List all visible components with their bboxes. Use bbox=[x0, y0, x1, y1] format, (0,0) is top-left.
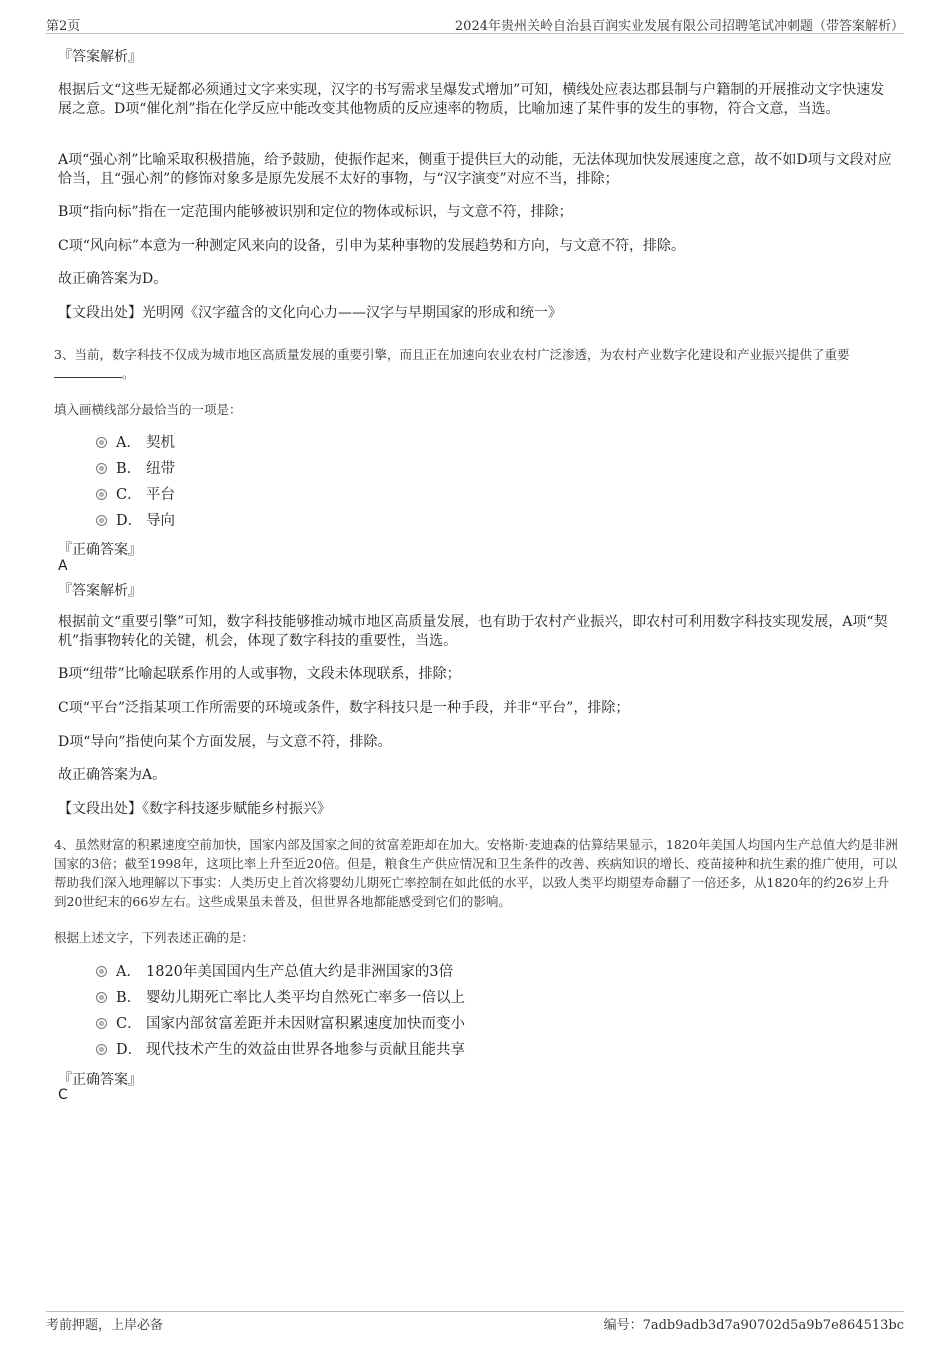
q3-analysis-p2: B项“纽带”比喻起联系作用的人或事物，文段未体现联系，排除； bbox=[58, 666, 461, 682]
document-title: 2024年贵州关岭自治县百润实业发展有限公司招聘笔试冲刺题（带答案解析） bbox=[454, 19, 904, 34]
q4-option-d[interactable]: D． 现代技术产生的效益由世界各地参与贡献且能共享 bbox=[96, 1040, 465, 1060]
page-header bbox=[0, 0, 950, 34]
radio-icon[interactable] bbox=[96, 1044, 107, 1055]
radio-icon[interactable] bbox=[96, 515, 107, 526]
prev-source: 【文段出处】光明网《汉字蕴含的文化向心力——汉字与早期国家的形成和统一》 bbox=[58, 305, 562, 321]
prev-analysis-p2: A项“强心剂”比喻采取积极措施，给予鼓励，使振作起来，侧重于提供巨大的动能，无法体现加快发展速度之意，故不如D项与文段对应恰当，且“强心剂”的修饰对象多是原先发展不太好的事物，与“汉字演变”对应不当，排除； bbox=[58, 152, 892, 187]
q3-correct-label: 『正确答案』 bbox=[58, 542, 142, 558]
q3-option-a[interactable]: A． 契机 bbox=[96, 433, 175, 453]
q3-blank bbox=[54, 364, 122, 378]
q4-option-c[interactable]: C． 国家内部贫富差距并未因财富积累速度加快而变小 bbox=[96, 1014, 465, 1034]
radio-icon[interactable] bbox=[96, 992, 107, 1003]
q4-instruction: 根据上述文字，下列表述正确的是： bbox=[54, 930, 255, 945]
page-number: 第2页 bbox=[46, 19, 81, 34]
footer-divider bbox=[46, 1311, 904, 1312]
prev-analysis-p4: C项“风向标”本意为一种测定风来向的设备，引申为某种事物的发展趋势和方向，与文意不符，排除。 bbox=[58, 238, 686, 254]
q3-analysis-label: 『答案解析』 bbox=[58, 583, 142, 599]
q3-analysis-p3: C项“平台”泛指某项工作所需要的环境或条件，数字科技只是一种手段，并非“平台”，排除； bbox=[58, 700, 630, 716]
header-divider bbox=[46, 33, 904, 34]
q3-option-c[interactable]: C． 平台 bbox=[96, 485, 175, 505]
q3-instruction: 填入画横线部分最恰当的一项是： bbox=[54, 402, 242, 417]
radio-icon[interactable] bbox=[96, 489, 107, 500]
q3-analysis-p4: D项“导向”指使向某个方面发展，与文意不符，排除。 bbox=[58, 734, 392, 750]
q4-correct-answer: C bbox=[58, 1087, 68, 1103]
q4-stem: 4、虽然财富的积累速度空前加快，国家内部及国家之间的贫富差距却在加大。安格斯·麦迪森的估算结果显示，1820年美国人均国内生产总值大约是非洲国家的3倍；截至1998年，这项比率上升至近20倍。但是，粮食生产供应情况和卫生条件的改善、疾病知识的增长、疫苗接种和抗生素的推广使用，可以帮助我们深入地理解以下事实：人类历史上首次将婴幼儿期死亡率控制在如此低的水平，以致人类平均期望寿命翻了一倍还多，从1820年的约26岁上升到20世纪末的66岁左右。这些成果虽未普及，但世界各地都能感受到它们的影响。 bbox=[54, 837, 898, 909]
q4-correct-label: 『正确答案』 bbox=[58, 1072, 142, 1088]
footer-slogan: 考前押题，上岸必备 bbox=[46, 1318, 164, 1333]
radio-icon[interactable] bbox=[96, 437, 107, 448]
q4-option-a[interactable]: A． 1820年美国国内生产总值大约是非洲国家的3倍 bbox=[96, 962, 453, 982]
q3-option-d[interactable]: D． 导向 bbox=[96, 511, 175, 531]
radio-icon[interactable] bbox=[96, 463, 107, 474]
q3-analysis-conclusion: 故正确答案为A。 bbox=[58, 767, 167, 783]
q3-stem-text: 3、当前，数字科技不仅成为城市地区高质量发展的重要引擎，而且正在加速向农业农村广泛渗透，为农村产业数字化建设和产业振兴提供了重要 bbox=[54, 347, 850, 362]
radio-icon[interactable] bbox=[96, 1018, 107, 1029]
prev-analysis-p1: 根据后文“这些无疑都必须通过文字来实现，汉字的书写需求呈爆发式增加”可知，横线处应表达郡县制与户籍制的开展推动文字快速发展之意。D项“催化剂”指在化学反应中能改变其他物质的反应速率的物质，比喻加速了某件事的发生的事物，符合文意，当选。 bbox=[58, 82, 885, 117]
q3-correct-answer: A bbox=[58, 558, 68, 574]
prev-analysis-p3: B项“指向标”指在一定范围内能够被识别和定位的物体或标识，与文意不符，排除； bbox=[58, 204, 573, 220]
q3-analysis-p1: 根据前文“重要引擎”可知，数字科技能够推动城市地区高质量发展，也有助于农村产业振兴，即农村可利用数字科技实现发展，A项“契机”指事物转化的关键，机会，体现了数字科技的重要性，当选。 bbox=[58, 614, 888, 649]
prev-analysis-conclusion: 故正确答案为D。 bbox=[58, 271, 168, 287]
document-code: 编号：7adb9adb3d7a90702d5a9b7e864513bc bbox=[603, 1318, 904, 1333]
prev-analysis-label: 『答案解析』 bbox=[58, 49, 142, 65]
q4-option-b[interactable]: B． 婴幼儿期死亡率比人类平均自然死亡率多一倍以上 bbox=[96, 988, 465, 1008]
q3-source: 【文段出处】《数字科技逐步赋能乡村振兴》 bbox=[58, 801, 331, 817]
radio-icon[interactable] bbox=[96, 966, 107, 977]
q3-stem bbox=[54, 345, 899, 383]
q3-stem-end: 。 bbox=[122, 366, 135, 381]
q3-option-b[interactable]: B． 纽带 bbox=[96, 459, 175, 479]
